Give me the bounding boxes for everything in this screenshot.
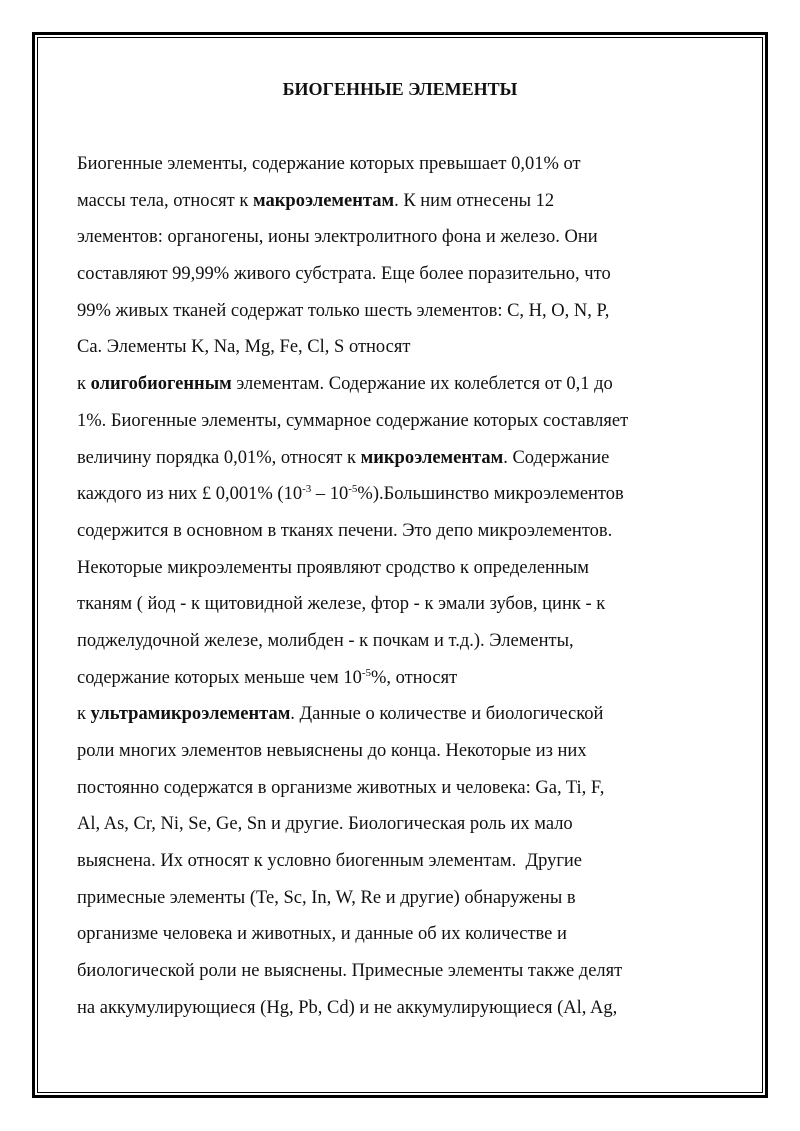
- text-run: Биогенные элементы, содержание которых превышает 0,01% от: [77, 154, 581, 174]
- text-run: 99% живых тканей содержат только шесть элементов: C, H, O, N, P,: [77, 300, 610, 321]
- text-run: биологической роли не выяснены. Примесные элементы также делят: [77, 961, 623, 982]
- text-run: на аккумулирующиеся (Hg, Pb, Cd) и не аккумулирующиеся (Al, Ag,: [77, 997, 618, 1018]
- text-run: к: [77, 374, 91, 395]
- text-line: [77, 586, 737, 623]
- text-line: [77, 329, 737, 366]
- term-macroelements: макроэлементам: [253, 190, 395, 211]
- text-run: Некоторые микроэлементы проявляют сродство к определенным: [77, 557, 589, 578]
- text-line: [77, 293, 737, 330]
- text-run: Ca. Элементы K, Na, Mg, Fe, Cl, S относят: [77, 337, 411, 358]
- text-run: . К ним отнесены 12: [394, 190, 555, 211]
- term-oligobiogenic: олигобиогенным: [90, 374, 232, 395]
- text-run: элементам. Содержание их колеблется от 0,1 до: [231, 374, 613, 395]
- text-line: [77, 403, 737, 440]
- text-run: массы тела, относят к: [77, 190, 254, 211]
- text-run: %).Большинство микроэлементов: [357, 484, 624, 505]
- text-line: [77, 806, 737, 843]
- superscript-exponent: -3: [302, 483, 312, 496]
- text-run: 1%. Биогенные элементы, суммарное содержание которых составляет: [77, 410, 629, 431]
- text-line: [77, 733, 737, 770]
- text-line: [77, 513, 737, 550]
- text-line: [77, 256, 737, 293]
- superscript-exponent: -5: [361, 666, 371, 679]
- text-run: примесные элементы (Te, Sc, In, W, Re и другие) обнаружены в: [77, 887, 576, 908]
- text-run: . Содержание: [503, 447, 610, 468]
- text-run: каждого из них £ 0,001% (10: [77, 484, 303, 505]
- text-line: [77, 696, 737, 733]
- text-run: Al, As, Cr, Ni, Se, Ge, Sn и другие. Биологическая роль их мало: [77, 814, 573, 835]
- term-ultramicroelements: ультрамикроэлементам: [90, 704, 291, 725]
- text-line: [77, 660, 737, 697]
- text-line: [77, 990, 737, 1027]
- text-run: составляют 99,99% живого субстрата. Еще более поразительно, что: [77, 264, 611, 285]
- text-line: [77, 953, 737, 990]
- text-run: роли многих элементов невыяснены до конца. Некоторые из них: [77, 741, 587, 761]
- text-run: поджелудочной железе, молибден - к почкам и т.д.). Элементы,: [77, 630, 574, 651]
- text-run: организме человека и животных, и данные об их количестве и: [77, 924, 567, 945]
- text-run: к: [77, 704, 91, 725]
- text-run: выяснена. Их относят к условно биогенным элементам. Другие: [77, 851, 583, 872]
- text-line: [77, 623, 737, 660]
- text-run: . Данные о количестве и биологической: [290, 704, 604, 725]
- text-run: элементов: органогены, ионы электролитного фона и железо. Они: [77, 227, 598, 248]
- text-line: [77, 843, 737, 880]
- text-run: величину порядка 0,01%, относят к: [77, 447, 361, 468]
- text-line: [77, 916, 737, 953]
- text-line: [77, 770, 737, 807]
- text-run: %, относят: [371, 667, 458, 688]
- document-title: БИОГЕННЫЕ ЭЛЕМЕНТЫ: [282, 79, 518, 99]
- text-run: содержание которых меньше чем 10: [77, 667, 362, 688]
- text-line: [77, 219, 737, 256]
- text-run: – 10: [311, 484, 349, 505]
- text-line: [77, 476, 737, 513]
- superscript-exponent: -5: [348, 483, 358, 496]
- text-line: [77, 880, 737, 917]
- text-line: [77, 183, 737, 220]
- text-run: тканям ( йод - к щитовидной железе, фтор - к эмали зубов, цинк - к: [77, 594, 606, 615]
- text-run: содержится в основном в тканях печени. Это депо микроэлементов.: [77, 520, 613, 541]
- body-text: [77, 146, 737, 1027]
- text-line: [77, 146, 737, 183]
- text-line: [77, 550, 737, 587]
- text-run: постоянно содержатся в организме животных и человека: Ga, Ti, F,: [77, 777, 605, 798]
- text-line: [77, 440, 737, 477]
- term-microelements: микроэлементам: [360, 447, 504, 468]
- text-line: [77, 366, 737, 403]
